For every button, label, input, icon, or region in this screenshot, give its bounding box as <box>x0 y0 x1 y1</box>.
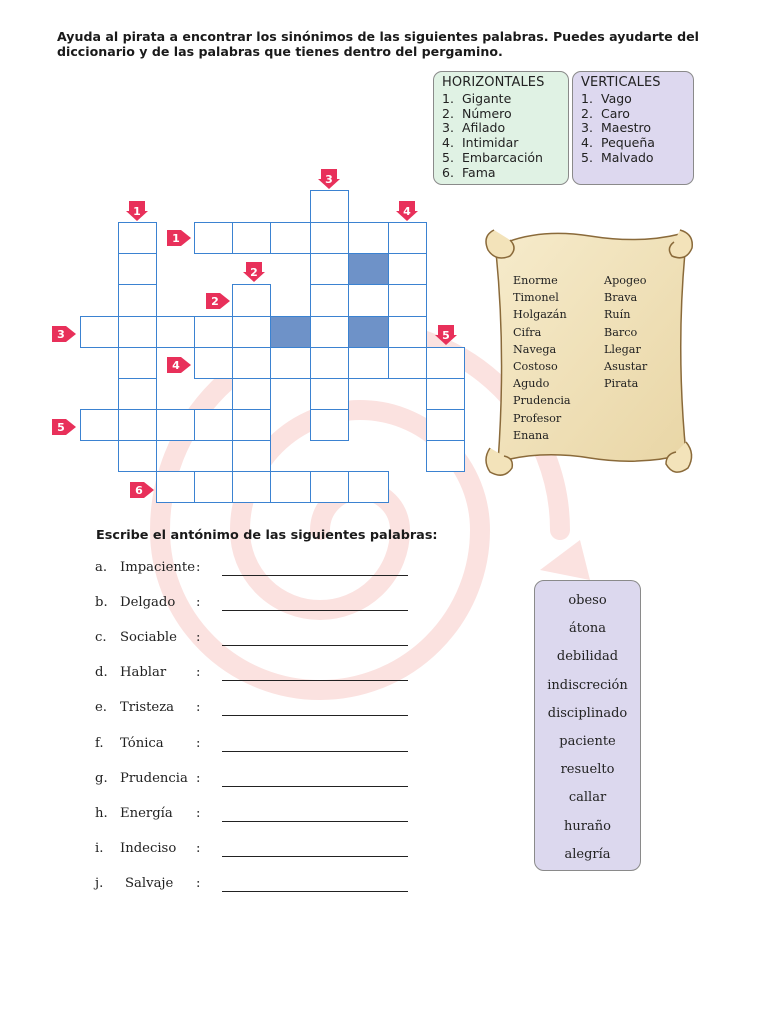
crossword-cell[interactable] <box>156 409 195 441</box>
crossword-cell[interactable] <box>232 440 271 472</box>
crossword-cell[interactable] <box>118 409 157 441</box>
row-colon: : <box>196 735 201 751</box>
antonym-row <box>95 665 425 685</box>
clue-item: 2. Número <box>442 105 512 121</box>
crossword-cell[interactable] <box>118 284 157 317</box>
word-box-item: debilidad <box>556 649 619 665</box>
answer-line[interactable] <box>222 575 408 576</box>
antonym-row <box>95 841 425 861</box>
row-colon: : <box>196 875 201 891</box>
word-box-item: callar <box>568 790 607 806</box>
word-box-item: paciente <box>559 734 616 749</box>
clue-item: 6. Fama <box>442 164 496 180</box>
scroll-word: Holgazán <box>513 308 567 322</box>
answer-line[interactable] <box>222 821 408 822</box>
scroll-word: Agudo <box>513 377 550 391</box>
crossword-cell[interactable] <box>310 347 349 379</box>
scroll-word: Apogeo <box>604 274 647 287</box>
instructions: Ayuda al pirata a encontrar los sinónimos de las siguientes palabras. Puedes ayudarte del diccionario y de las palabras que tienes dentro del pergamino. <box>57 29 699 59</box>
scroll-word: Costoso <box>513 360 558 374</box>
marker-number: 2 <box>211 294 219 308</box>
crossword-cell[interactable] <box>388 253 427 285</box>
crossword-marker-down-5 <box>435 325 457 345</box>
crossword-marker-down-1 <box>126 201 148 221</box>
antonym-row <box>95 806 425 826</box>
crossword-cell[interactable] <box>270 347 311 379</box>
clue-item: 2. Caro <box>581 105 630 121</box>
row-word: Prudencia <box>120 770 188 786</box>
clue-item: 5. Malvado <box>581 149 654 165</box>
verticales-title: VERTICALES <box>581 75 661 90</box>
crossword-cell[interactable] <box>118 378 157 410</box>
crossword-cell[interactable] <box>388 222 427 254</box>
row-letter: a. <box>95 560 108 575</box>
scroll-column-1 <box>513 272 571 444</box>
crossword-cell[interactable] <box>426 347 465 379</box>
row-word: Hablar <box>120 665 167 681</box>
crossword-cell[interactable] <box>232 284 271 317</box>
clue-item: 3. Maestro <box>581 120 652 136</box>
crossword-cell[interactable] <box>194 471 233 503</box>
crossword-cell[interactable] <box>232 409 271 441</box>
row-colon: : <box>196 595 201 611</box>
word-box-item: indiscreción <box>547 677 628 693</box>
row-word: Delgado <box>120 595 176 611</box>
crossword-cell[interactable] <box>310 409 349 441</box>
crossword-cell[interactable] <box>194 347 233 379</box>
row-letter: g. <box>95 770 108 786</box>
crossword-cell[interactable] <box>388 284 427 317</box>
antonym-row <box>95 771 425 791</box>
crossword-marker-right-6 <box>130 481 154 499</box>
answer-line[interactable] <box>222 645 408 646</box>
marker-number: 1 <box>172 231 180 245</box>
marker-number: 3 <box>325 172 333 186</box>
antonym-row <box>95 630 425 650</box>
crossword-cell[interactable] <box>310 253 349 285</box>
clue-item: 1. Gigante <box>442 90 512 106</box>
scroll-word: Timonel <box>513 291 559 305</box>
antonym-row <box>95 736 425 756</box>
row-word: Tristeza <box>120 700 174 716</box>
row-word: Salvaje <box>125 875 174 891</box>
crossword-cell[interactable] <box>118 253 157 285</box>
crossword-cell[interactable] <box>232 222 271 254</box>
crossword-marker-down-4 <box>396 201 418 221</box>
answer-line[interactable] <box>222 891 408 892</box>
crossword-cell[interactable] <box>348 222 389 254</box>
row-letter: d. <box>95 665 108 681</box>
crossword-cell[interactable] <box>270 222 311 254</box>
crossword-cell[interactable] <box>118 440 157 472</box>
crossword-marker-right-3 <box>52 325 76 343</box>
scroll-word: Cifra <box>513 325 542 339</box>
clue-item: 3. Afilado <box>442 120 506 136</box>
row-colon: : <box>196 700 201 716</box>
answer-line[interactable] <box>222 856 408 857</box>
scroll-column-2 <box>604 272 647 392</box>
crossword-cell[interactable] <box>348 253 389 285</box>
answer-line[interactable] <box>222 680 408 681</box>
crossword-cell[interactable] <box>80 409 119 441</box>
marker-number: 5 <box>57 420 65 434</box>
row-letter: e. <box>95 700 107 716</box>
word-box-item: huraño <box>564 818 611 834</box>
answer-line[interactable] <box>222 751 408 752</box>
answer-line[interactable] <box>222 786 408 787</box>
crossword-cell[interactable] <box>232 316 271 348</box>
row-colon: : <box>196 630 201 646</box>
crossword-marker-down-3 <box>318 169 340 189</box>
scroll-word: Profesor <box>513 411 562 425</box>
crossword-cell[interactable] <box>118 222 157 254</box>
word-box-item: átona <box>569 621 606 637</box>
antonym-row <box>95 560 425 580</box>
clue-item: 4. Intimidar <box>442 135 519 151</box>
crossword-cell[interactable] <box>194 222 233 254</box>
scroll-word: Pirata <box>604 377 639 391</box>
crossword-cell[interactable] <box>310 190 349 223</box>
scroll-word: Enorme <box>513 274 558 287</box>
crossword-marker-right-5 <box>52 418 76 436</box>
row-letter: i. <box>95 840 104 856</box>
crossword-cell[interactable] <box>388 316 427 348</box>
row-letter: b. <box>95 595 108 611</box>
row-colon: : <box>196 665 201 681</box>
crossword-cell[interactable] <box>118 347 157 379</box>
row-letter: j. <box>95 875 104 891</box>
row-colon: : <box>196 840 201 856</box>
crossword-cell[interactable] <box>270 316 311 348</box>
marker-number: 6 <box>135 483 143 497</box>
answer-line[interactable] <box>222 610 408 611</box>
word-box-item: alegría <box>564 846 611 862</box>
word-box-item: obeso <box>568 593 607 608</box>
row-word: Indeciso <box>120 840 177 856</box>
crossword-cell[interactable] <box>118 316 157 348</box>
row-letter: f. <box>95 735 104 751</box>
horizontales-title: HORIZONTALES <box>442 75 545 90</box>
crossword-cell[interactable] <box>310 284 349 317</box>
scroll-word: Llegar <box>604 342 641 356</box>
row-colon: : <box>196 805 201 821</box>
row-word: Impaciente <box>120 560 196 575</box>
scroll-word: Navega <box>513 342 557 356</box>
marker-number: 3 <box>57 327 65 341</box>
antonym-row <box>95 700 425 720</box>
crossword-cell[interactable] <box>426 440 465 472</box>
crossword-marker-right-4 <box>167 356 191 374</box>
scroll-word: Enana <box>513 428 549 442</box>
row-word: Energía <box>120 805 173 821</box>
crossword-cell[interactable] <box>232 471 271 503</box>
row-letter: c. <box>95 630 107 646</box>
row-colon: : <box>196 560 201 575</box>
clue-item: 4. Pequeña <box>581 135 655 151</box>
crossword-cell[interactable] <box>310 378 349 410</box>
clue-item: 1. Vago <box>581 90 632 106</box>
crossword-cell[interactable] <box>232 347 271 379</box>
marker-number: 2 <box>250 265 258 279</box>
crossword-cell[interactable] <box>310 222 349 254</box>
scroll-word: Prudencia <box>513 394 571 408</box>
clue-item: 5. Embarcación <box>442 149 543 165</box>
row-letter: h. <box>95 805 108 821</box>
answer-line[interactable] <box>222 715 408 716</box>
scroll-word: Brava <box>604 291 638 305</box>
scroll-word: Ruín <box>604 308 631 322</box>
crossword-cell[interactable] <box>348 471 389 503</box>
marker-number: 1 <box>133 204 141 218</box>
antonym-row <box>95 876 425 896</box>
crossword-cell[interactable] <box>156 316 195 348</box>
row-word: Sociable <box>120 630 177 646</box>
crossword-cell[interactable] <box>388 347 427 379</box>
antonyms-title: Escribe el antónimo de las siguientes palabras: <box>96 528 438 543</box>
antonym-row <box>95 595 425 615</box>
crossword-cell[interactable] <box>194 409 233 441</box>
marker-number: 5 <box>442 328 450 342</box>
crossword-cell[interactable] <box>310 316 349 348</box>
marker-number: 4 <box>172 358 180 372</box>
scroll-word: Asustar <box>604 360 648 374</box>
word-box-item: resuelto <box>560 762 615 778</box>
crossword-cell[interactable] <box>348 347 389 379</box>
crossword-marker-right-1 <box>167 229 191 247</box>
crossword-cell[interactable] <box>270 471 311 503</box>
row-colon: : <box>196 770 201 786</box>
crossword-cell[interactable] <box>426 378 465 410</box>
scroll-word: Barco <box>604 325 638 339</box>
row-word: Tónica <box>120 735 164 751</box>
word-box-item: disciplinado <box>547 705 628 721</box>
marker-number: 4 <box>403 204 411 218</box>
crossword-marker-down-2 <box>243 262 265 282</box>
crossword-marker-right-2 <box>206 292 230 310</box>
crossword-cell[interactable] <box>80 316 119 348</box>
crossword-cell[interactable] <box>426 409 465 441</box>
crossword-cell[interactable] <box>310 471 349 503</box>
crossword-cell[interactable] <box>156 471 195 503</box>
crossword-cell[interactable] <box>348 316 389 348</box>
antonyms-word-box <box>534 580 641 871</box>
crossword-cell[interactable] <box>194 316 233 348</box>
crossword-cell[interactable] <box>232 378 271 410</box>
